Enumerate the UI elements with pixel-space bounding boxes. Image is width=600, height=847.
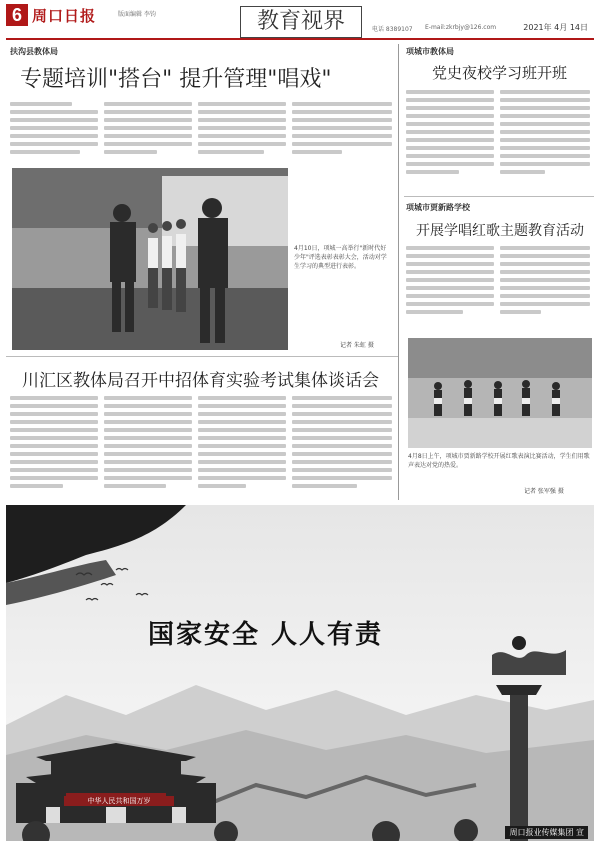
phone-label: 电话 8389107 <box>372 26 413 33</box>
article2-text-col4 <box>292 396 392 498</box>
right-divider <box>404 196 594 197</box>
page-number: 6 <box>6 4 28 26</box>
photo1-credit: 记者 朱虹 摄 <box>340 342 374 349</box>
section-title: 教育视界 <box>240 6 362 38</box>
right-article1-text-col2 <box>500 90 590 190</box>
article1-text-col3 <box>198 102 286 164</box>
photo1-caption: 4月10日，项城一高举行"新时代好少年"评选表彰表彰大会，活动对学生学习的典型进行表彰。 <box>294 245 387 270</box>
article2-text-col1 <box>10 396 98 498</box>
right-article1-headline: 党史夜校学习班开班 <box>432 64 568 82</box>
right-article1-text-col1 <box>406 90 494 190</box>
column-separator <box>398 44 399 500</box>
photo2-credit: 记者 张军强 摄 <box>524 488 564 495</box>
email-label: E-mail:zkrbjy@126.com <box>425 24 497 31</box>
poster-slogan: 国家安全 人人有责 <box>148 620 384 650</box>
right-article2-text-col1 <box>406 246 494 332</box>
article1-headline: 专题培训"搭台" 提升管理"唱戏" <box>20 67 332 92</box>
gate-sign: 中华人民共和国万岁 <box>64 796 174 806</box>
right-article2-source: 项城市贾新路学校 <box>406 203 470 212</box>
photo2-caption: 4月8日上午，项城市贾新路学校开展红歌表演比赛活动，学生们用歌声表达对党的热爱。 <box>408 453 590 469</box>
editor-line: 版面编辑 李钧 <box>118 11 156 18</box>
article2-text-col2 <box>104 396 192 498</box>
article2-text-col3 <box>198 396 286 498</box>
masthead-rule <box>6 38 594 40</box>
right-article2-text-col2 <box>500 246 590 332</box>
article1-text-col4 <box>292 102 392 164</box>
national-security-poster <box>6 505 594 841</box>
right-article1-source: 项城市教体局 <box>406 47 454 56</box>
poster-sponsor: 周口报业传媒集团 宣 <box>505 826 588 839</box>
right-article2-headline: 开展学唱红歌主题教育活动 <box>416 223 584 239</box>
students-singing-photo <box>408 338 592 448</box>
article2-headline: 川汇区教体局召开中招体育实验考试集体谈话会 <box>22 371 379 391</box>
article1-source: 扶沟县教体局 <box>10 47 58 56</box>
issue-date: 2021年 4月 14日 <box>523 23 588 32</box>
article1-text-col2 <box>104 102 192 164</box>
award-ceremony-photo <box>12 168 288 350</box>
paper-name: 周口日报 <box>32 7 97 25</box>
article1-text-col1 <box>10 102 98 164</box>
article-divider <box>6 356 398 357</box>
